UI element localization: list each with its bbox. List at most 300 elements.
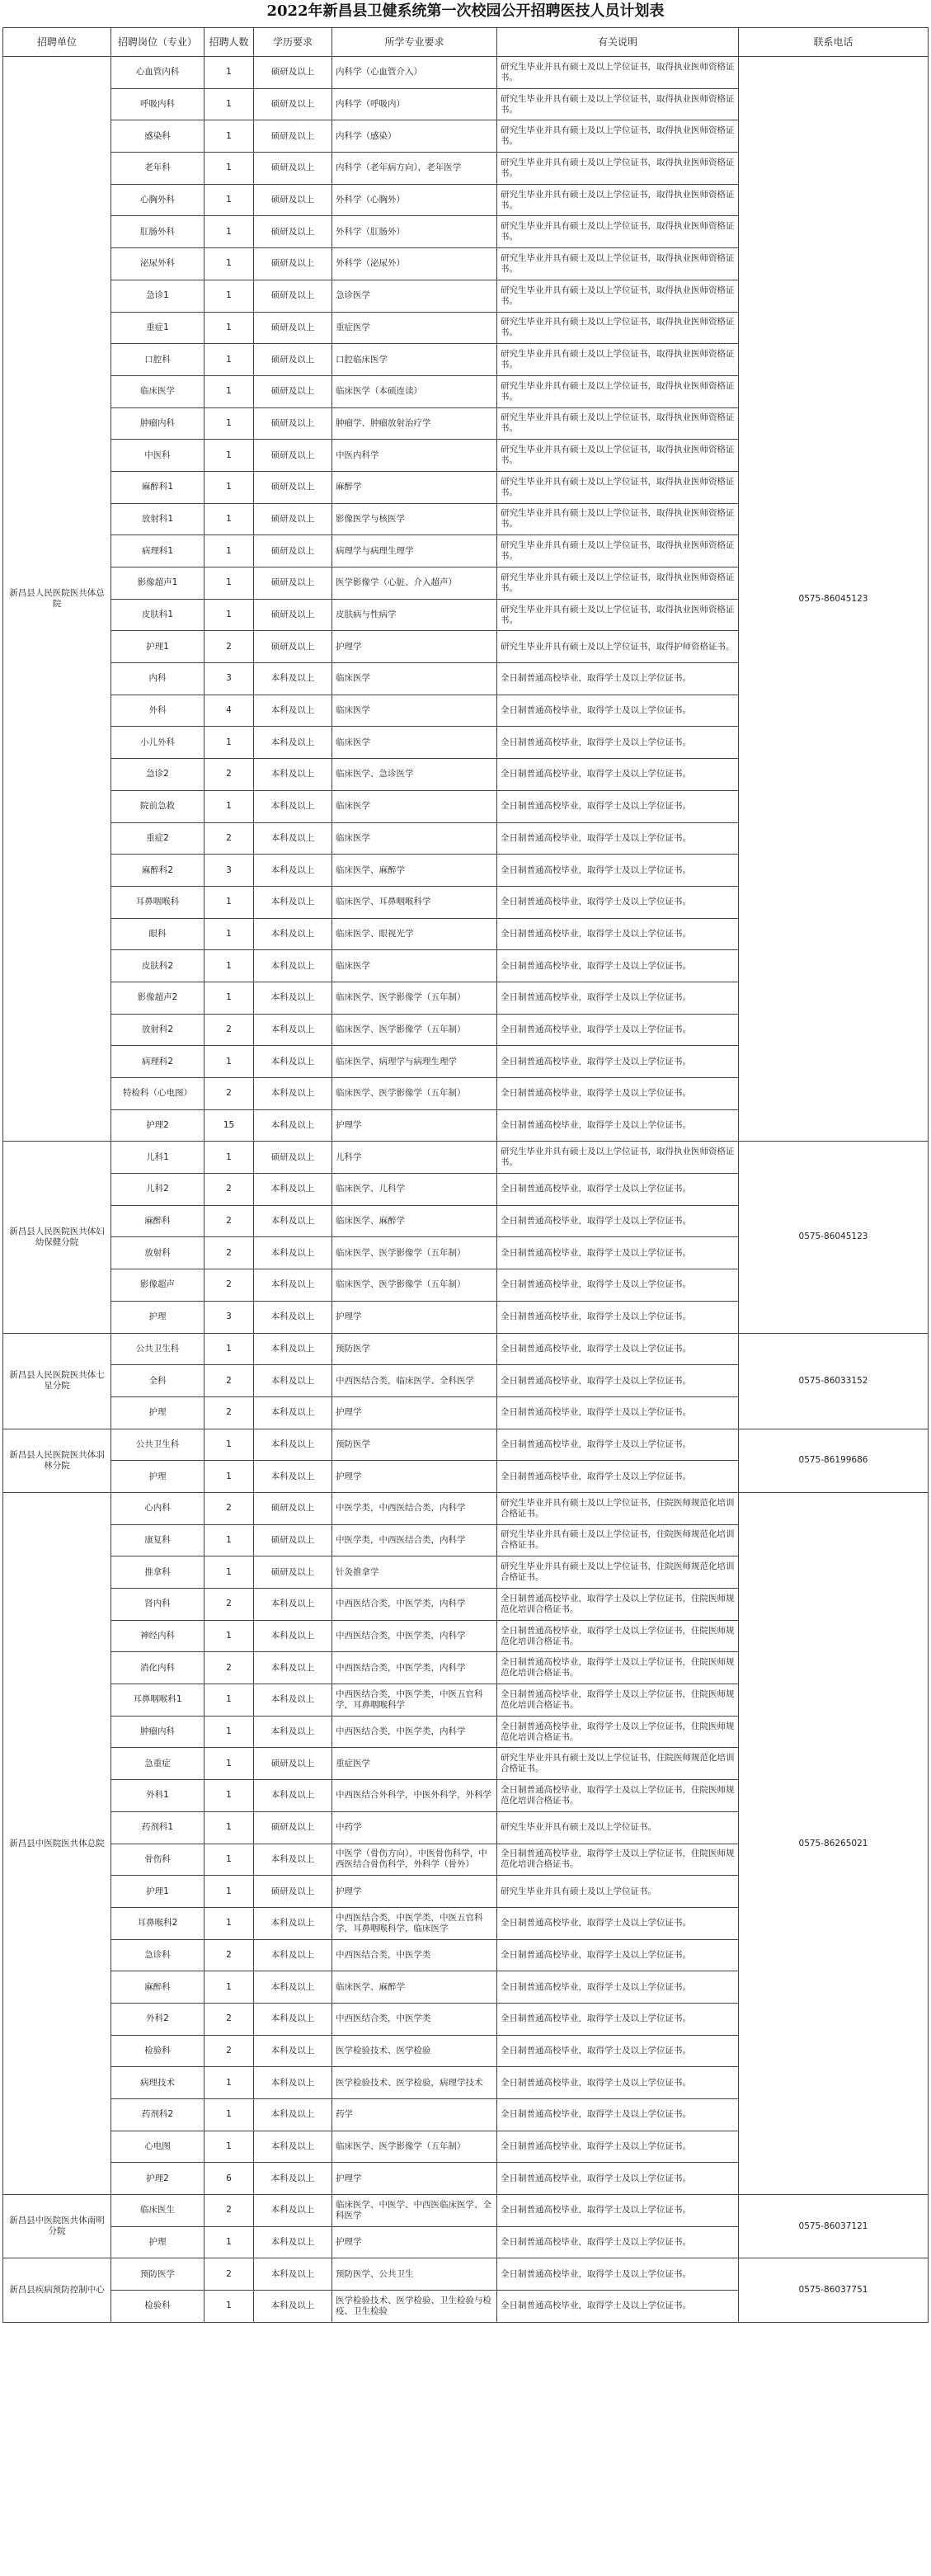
post-cell: 外科1 — [111, 1780, 205, 1812]
education-cell: 硕研及以上 — [254, 440, 332, 472]
post-cell: 神经内科 — [111, 1620, 205, 1652]
education-cell: 硕研及以上 — [254, 88, 332, 120]
major-cell: 中西医结合类，中医学类，内科学 — [332, 1620, 497, 1652]
unit-cell: 新昌县中医院医共体总院 — [3, 1492, 111, 2194]
count-cell: 1 — [205, 312, 254, 344]
education-cell: 硕研及以上 — [254, 1492, 332, 1524]
post-cell: 肿瘤内科 — [111, 1716, 205, 1748]
notes-cell: 全日制普通高校毕业，取得学士及以上学位证书。 — [497, 1301, 739, 1333]
education-cell: 硕研及以上 — [254, 1876, 332, 1908]
post-cell: 病理科2 — [111, 1046, 205, 1078]
post-cell: 临床医生 — [111, 2195, 205, 2227]
notes-cell: 研究生毕业并具有硕士及以上学位证书。 — [497, 1876, 739, 1908]
notes-cell: 全日制普通高校毕业，取得学士及以上学位证书。 — [497, 1429, 739, 1461]
phone-cell: 0575-86037751 — [739, 2258, 929, 2322]
major-cell: 中药学 — [332, 1811, 497, 1844]
count-cell: 1 — [205, 2131, 254, 2163]
count-cell: 1 — [205, 2291, 254, 2323]
education-cell: 本科及以上 — [254, 2035, 332, 2067]
education-cell: 本科及以上 — [254, 2099, 332, 2131]
count-cell: 1 — [205, 407, 254, 440]
post-cell: 内科 — [111, 663, 205, 695]
post-cell: 心血管内科 — [111, 57, 205, 89]
notes-cell: 全日制普通高校毕业，取得学士及以上学位证书。 — [497, 1396, 739, 1429]
major-cell: 临床医学、麻醉学 — [332, 1971, 497, 2004]
major-cell: 临床医学、急诊医学 — [332, 759, 497, 791]
count-cell: 2 — [205, 1939, 254, 1971]
major-cell: 临床医学、医学影像学（五年制） — [332, 2131, 497, 2163]
count-cell: 1 — [205, 1524, 254, 1556]
major-cell: 中西医结合类，中医学类 — [332, 1939, 497, 1971]
major-cell: 中医学类，中西医结合类，内科学 — [332, 1492, 497, 1524]
notes-cell: 全日制普通高校毕业，取得学士及以上学位证书。 — [497, 1269, 739, 1302]
education-cell: 本科及以上 — [254, 1907, 332, 1939]
education-cell: 本科及以上 — [254, 790, 332, 822]
post-cell: 药剂科1 — [111, 1811, 205, 1844]
count-cell: 1 — [205, 1556, 254, 1589]
notes-cell: 研究生毕业并具有硕士及以上学位证书，取得执业医师资格证书。 — [497, 153, 739, 185]
education-cell: 硕研及以上 — [254, 248, 332, 280]
notes-cell: 研究生毕业并具有硕士及以上学位证书，取得执业医师资格证书。 — [497, 312, 739, 344]
count-cell: 1 — [205, 375, 254, 407]
major-cell: 临床医学 — [332, 727, 497, 759]
major-cell: 临床医学、医学影像学（五年制） — [332, 1237, 497, 1269]
count-cell: 1 — [205, 886, 254, 918]
count-cell: 15 — [205, 1109, 254, 1142]
education-cell: 硕研及以上 — [254, 1748, 332, 1780]
education-cell: 硕研及以上 — [254, 216, 332, 248]
count-cell: 2 — [205, 2195, 254, 2227]
count-cell: 1 — [205, 280, 254, 312]
post-cell: 骨伤科 — [111, 1844, 205, 1876]
post-cell: 推拿科 — [111, 1556, 205, 1589]
notes-cell: 全日制普通高校毕业，取得学士及以上学位证书。 — [497, 918, 739, 950]
notes-cell: 全日制普通高校毕业，取得学士及以上学位证书，住院医师规范化培训合格证书。 — [497, 1620, 739, 1652]
education-cell: 硕研及以上 — [254, 312, 332, 344]
post-cell: 泌尿外科 — [111, 248, 205, 280]
post-cell: 感染科 — [111, 120, 205, 153]
count-cell: 1 — [205, 1684, 254, 1717]
major-cell: 中西医结合类，中医学类，内科学 — [332, 1589, 497, 1621]
notes-cell: 全日制普通高校毕业，取得学士及以上学位证书。 — [497, 2195, 739, 2227]
education-cell: 硕研及以上 — [254, 567, 332, 600]
notes-cell: 研究生毕业并具有硕士及以上学位证书，取得执业医师资格证书。 — [497, 440, 739, 472]
major-cell: 临床医学、眼视光学 — [332, 918, 497, 950]
education-cell: 硕研及以上 — [254, 153, 332, 185]
count-cell: 2 — [205, 2003, 254, 2035]
education-cell: 本科及以上 — [254, 1174, 332, 1206]
major-cell: 临床医学、中医学、中西医临床医学、全科医学 — [332, 2195, 497, 2227]
education-cell: 本科及以上 — [254, 1365, 332, 1397]
count-cell: 2 — [205, 1014, 254, 1046]
count-cell: 1 — [205, 440, 254, 472]
major-cell: 护理学 — [332, 1301, 497, 1333]
major-cell: 临床医学、医学影像学（五年制） — [332, 1078, 497, 1110]
notes-cell: 全日制普通高校毕业，取得学士及以上学位证书。 — [497, 886, 739, 918]
post-cell: 病理技术 — [111, 2067, 205, 2099]
post-cell: 皮肤科2 — [111, 950, 205, 982]
notes-cell: 全日制普通高校毕业，取得学士及以上学位证书。 — [497, 759, 739, 791]
post-cell: 检验科 — [111, 2291, 205, 2323]
count-cell: 2 — [205, 1269, 254, 1302]
count-cell: 2 — [205, 759, 254, 791]
count-cell: 1 — [205, 982, 254, 1014]
major-cell: 外科学（泌尿外） — [332, 248, 497, 280]
unit-cell: 新昌县人民医院医共体羽林分院 — [3, 1429, 111, 1492]
post-cell: 公共卫生科 — [111, 1333, 205, 1365]
education-cell: 本科及以上 — [254, 2195, 332, 2227]
major-cell: 皮肤病与性病学 — [332, 599, 497, 631]
notes-cell: 全日制普通高校毕业，取得学士及以上学位证书。 — [497, 1237, 739, 1269]
education-cell: 硕研及以上 — [254, 344, 332, 376]
education-cell: 本科及以上 — [254, 1971, 332, 2004]
unit-cell: 新昌县人民医院医共体七星分院 — [3, 1333, 111, 1429]
post-cell: 影像超声2 — [111, 982, 205, 1014]
count-cell: 1 — [205, 950, 254, 982]
major-cell: 预防医学 — [332, 1333, 497, 1365]
post-cell: 影像超声1 — [111, 567, 205, 600]
unit-cell: 新昌县中医院医共体南明分院 — [3, 2195, 111, 2258]
table-row — [3, 1142, 929, 1174]
count-cell: 1 — [205, 1142, 254, 1174]
notes-cell: 全日制普通高校毕业，取得学士及以上学位证书。 — [497, 1014, 739, 1046]
count-cell: 2 — [205, 1237, 254, 1269]
education-cell: 本科及以上 — [254, 1014, 332, 1046]
major-cell: 急诊医学 — [332, 280, 497, 312]
notes-cell: 全日制普通高校毕业，取得学士及以上学位证书，住院医师规范化培训合格证书。 — [497, 1844, 739, 1876]
education-cell: 本科及以上 — [254, 886, 332, 918]
post-cell: 老年科 — [111, 153, 205, 185]
count-cell: 1 — [205, 1716, 254, 1748]
education-cell: 硕研及以上 — [254, 1811, 332, 1844]
post-cell: 放射科 — [111, 1237, 205, 1269]
count-cell: 2 — [205, 1078, 254, 1110]
major-cell: 内科学（心血管介入） — [332, 57, 497, 89]
education-cell: 本科及以上 — [254, 918, 332, 950]
education-cell: 本科及以上 — [254, 1237, 332, 1269]
count-cell: 1 — [205, 216, 254, 248]
education-cell: 本科及以上 — [254, 2163, 332, 2195]
post-cell: 肛肠外科 — [111, 216, 205, 248]
notes-cell: 全日制普通高校毕业，取得学士及以上学位证书。 — [497, 2291, 739, 2323]
notes-cell: 全日制普通高校毕业，取得学士及以上学位证书。 — [497, 695, 739, 727]
major-cell: 护理学 — [332, 1396, 497, 1429]
notes-cell: 研究生毕业并具有硕士及以上学位证书，取得执业医师资格证书。 — [497, 375, 739, 407]
count-cell: 1 — [205, 471, 254, 503]
notes-cell: 研究生毕业并具有硕士及以上学位证书，取得执业医师资格证书。 — [497, 184, 739, 216]
count-cell: 1 — [205, 1748, 254, 1780]
major-cell: 中西医结合类，中医学类，内科学 — [332, 1716, 497, 1748]
education-cell: 硕研及以上 — [254, 407, 332, 440]
major-cell: 护理学 — [332, 2226, 497, 2258]
notes-cell: 全日制普通高校毕业，取得学士及以上学位证书，住院医师规范化培训合格证书。 — [497, 1652, 739, 1684]
major-cell: 临床医学 — [332, 822, 497, 855]
post-cell: 全科 — [111, 1365, 205, 1397]
header-phone: 联系电话 — [739, 28, 929, 57]
education-cell: 硕研及以上 — [254, 1524, 332, 1556]
notes-cell: 全日制普通高校毕业，取得学士及以上学位证书。 — [497, 1205, 739, 1237]
notes-cell: 研究生毕业并具有硕士及以上学位证书，取得护师资格证书。 — [497, 631, 739, 663]
major-cell: 医学检验技术、医学检验、卫生检验与检疫、卫生检验 — [332, 2291, 497, 2323]
major-cell: 临床医学、耳鼻咽喉科学 — [332, 886, 497, 918]
notes-cell: 研究生毕业并具有硕士及以上学位证书，取得执业医师资格证书。 — [497, 120, 739, 153]
count-cell: 1 — [205, 1046, 254, 1078]
notes-cell: 全日制普通高校毕业，取得学士及以上学位证书。 — [497, 1046, 739, 1078]
count-cell: 1 — [205, 248, 254, 280]
notes-cell: 全日制普通高校毕业，取得学士及以上学位证书。 — [497, 2067, 739, 2099]
major-cell: 外科学（肛肠外） — [332, 216, 497, 248]
notes-cell: 研究生毕业并具有硕士及以上学位证书，取得执业医师资格证书。 — [497, 535, 739, 567]
education-cell: 本科及以上 — [254, 1844, 332, 1876]
notes-cell: 研究生毕业并具有硕士及以上学位证书，取得执业医师资格证书。 — [497, 88, 739, 120]
header-count: 招聘人数 — [205, 28, 254, 57]
education-cell: 本科及以上 — [254, 2258, 332, 2291]
major-cell: 中西医结合类，中医学类，中医五官科学，耳鼻咽喉科学，临床医学 — [332, 1907, 497, 1939]
phone-cell: 0575-86033152 — [739, 1333, 929, 1429]
major-cell: 重症医学 — [332, 1748, 497, 1780]
major-cell: 临床医学、麻醉学 — [332, 1205, 497, 1237]
major-cell: 临床医学、麻醉学 — [332, 855, 497, 887]
education-cell: 硕研及以上 — [254, 57, 332, 89]
notes-cell: 研究生毕业并具有硕士及以上学位证书，取得执业医师资格证书。 — [497, 280, 739, 312]
notes-cell: 全日制普通高校毕业，取得学士及以上学位证书。 — [497, 1971, 739, 2004]
count-cell: 3 — [205, 855, 254, 887]
post-cell: 特检科（心电图） — [111, 1078, 205, 1110]
table-row — [3, 2258, 929, 2291]
education-cell: 本科及以上 — [254, 663, 332, 695]
post-cell: 重症1 — [111, 312, 205, 344]
notes-cell: 研究生毕业并具有硕士及以上学位证书，取得执业医师资格证书。 — [497, 248, 739, 280]
education-cell: 硕研及以上 — [254, 471, 332, 503]
notes-cell: 全日制普通高校毕业，取得学士及以上学位证书。 — [497, 1109, 739, 1142]
major-cell: 影像医学与核医学 — [332, 503, 497, 535]
education-cell: 本科及以上 — [254, 1429, 332, 1461]
major-cell: 临床医学、医学影像学（五年制） — [332, 1269, 497, 1302]
education-cell: 本科及以上 — [254, 1078, 332, 1110]
education-cell: 本科及以上 — [254, 1652, 332, 1684]
education-cell: 本科及以上 — [254, 822, 332, 855]
education-cell: 本科及以上 — [254, 1333, 332, 1365]
education-cell: 本科及以上 — [254, 1046, 332, 1078]
count-cell: 2 — [205, 1589, 254, 1621]
table-row — [3, 1429, 929, 1461]
count-cell: 2 — [205, 1365, 254, 1397]
count-cell: 1 — [205, 727, 254, 759]
education-cell: 本科及以上 — [254, 1780, 332, 1812]
education-cell: 本科及以上 — [254, 1109, 332, 1142]
phone-cell: 0575-86265021 — [739, 1492, 929, 2194]
notes-cell: 全日制普通高校毕业，取得学士及以上学位证书。 — [497, 663, 739, 695]
post-cell: 急重症 — [111, 1748, 205, 1780]
post-cell: 心胸外科 — [111, 184, 205, 216]
major-cell: 内科学（感染） — [332, 120, 497, 153]
notes-cell: 全日制普通高校毕业，取得学士及以上学位证书。 — [497, 855, 739, 887]
notes-cell: 研究生毕业并具有硕士及以上学位证书。 — [497, 1811, 739, 1844]
major-cell: 临床医学、儿科学 — [332, 1174, 497, 1206]
post-cell: 病理科1 — [111, 535, 205, 567]
count-cell: 6 — [205, 2163, 254, 2195]
table-body — [3, 57, 929, 2323]
major-cell: 中医内科学 — [332, 440, 497, 472]
post-cell: 影像超声 — [111, 1269, 205, 1302]
education-cell: 本科及以上 — [254, 1301, 332, 1333]
post-cell: 外科 — [111, 695, 205, 727]
notes-cell: 全日制普通高校毕业，取得学士及以上学位证书。 — [497, 790, 739, 822]
post-cell: 急诊2 — [111, 759, 205, 791]
post-cell: 小儿外科 — [111, 727, 205, 759]
education-cell: 硕研及以上 — [254, 535, 332, 567]
count-cell: 1 — [205, 2067, 254, 2099]
major-cell: 临床医学 — [332, 695, 497, 727]
phone-cell: 0575-86199686 — [739, 1429, 929, 1492]
count-cell: 1 — [205, 503, 254, 535]
count-cell: 1 — [205, 1844, 254, 1876]
count-cell: 1 — [205, 567, 254, 600]
major-cell: 医学检验技术、医学检验，病理学技术 — [332, 2067, 497, 2099]
table-row — [3, 2195, 929, 2227]
count-cell: 2 — [205, 2258, 254, 2291]
post-cell: 检验科 — [111, 2035, 205, 2067]
count-cell: 1 — [205, 344, 254, 376]
notes-cell: 研究生毕业并具有硕士及以上学位证书，取得执业医师资格证书。 — [497, 503, 739, 535]
education-cell: 本科及以上 — [254, 982, 332, 1014]
major-cell: 肿瘤学、肿瘤放射治疗学 — [332, 407, 497, 440]
education-cell: 本科及以上 — [254, 855, 332, 887]
education-cell: 本科及以上 — [254, 2131, 332, 2163]
education-cell: 本科及以上 — [254, 2067, 332, 2099]
major-cell: 病理学与病理生理学 — [332, 535, 497, 567]
notes-cell: 研究生毕业并具有硕士及以上学位证书，住院医师规范化培训合格证书。 — [497, 1748, 739, 1780]
education-cell: 本科及以上 — [254, 1396, 332, 1429]
notes-cell: 全日制普通高校毕业，取得学士及以上学位证书。 — [497, 1461, 739, 1493]
major-cell: 儿科学 — [332, 1142, 497, 1174]
education-cell: 本科及以上 — [254, 2291, 332, 2323]
notes-cell: 研究生毕业并具有硕士及以上学位证书，住院医师规范化培训合格证书。 — [497, 1492, 739, 1524]
notes-cell: 全日制普通高校毕业，取得学士及以上学位证书，住院医师规范化培训合格证书。 — [497, 1780, 739, 1812]
major-cell: 内科学（老年病方向），老年医学 — [332, 153, 497, 185]
count-cell: 1 — [205, 184, 254, 216]
major-cell: 预防医学 — [332, 1429, 497, 1461]
post-cell: 儿科2 — [111, 1174, 205, 1206]
post-cell: 急诊科 — [111, 1939, 205, 1971]
unit-cell: 新昌县人民医院医共体妇幼保健分院 — [3, 1142, 111, 1333]
major-cell: 中西医结合类，中医学类，内科学 — [332, 1652, 497, 1684]
education-cell: 硕研及以上 — [254, 599, 332, 631]
major-cell: 预防医学、公共卫生 — [332, 2258, 497, 2291]
education-cell: 本科及以上 — [254, 2226, 332, 2258]
table-header-row — [3, 28, 929, 57]
post-cell: 护理2 — [111, 1109, 205, 1142]
education-cell: 本科及以上 — [254, 1716, 332, 1748]
page-title: 2022年新昌县卫健系统第一次校园公开招聘医技人员计划表 — [266, 2, 665, 20]
count-cell: 1 — [205, 599, 254, 631]
education-cell: 本科及以上 — [254, 1620, 332, 1652]
notes-cell: 全日制普通高校毕业，取得学士及以上学位证书。 — [497, 1939, 739, 1971]
post-cell: 皮肤科1 — [111, 599, 205, 631]
post-cell: 麻醉科 — [111, 1971, 205, 2004]
post-cell: 麻醉科2 — [111, 855, 205, 887]
major-cell: 中医学（骨伤方向），中医骨伤科学，中西医结合骨伤科学，外科学（骨外） — [332, 1844, 497, 1876]
post-cell: 护理 — [111, 1301, 205, 1333]
education-cell: 本科及以上 — [254, 1939, 332, 1971]
count-cell: 1 — [205, 153, 254, 185]
notes-cell: 全日制普通高校毕业，取得学士及以上学位证书。 — [497, 1078, 739, 1110]
count-cell: 1 — [205, 1907, 254, 1939]
education-cell: 本科及以上 — [254, 1205, 332, 1237]
count-cell: 1 — [205, 1461, 254, 1493]
major-cell: 护理学 — [332, 1109, 497, 1142]
notes-cell: 全日制普通高校毕业，取得学士及以上学位证书。 — [497, 1333, 739, 1365]
notes-cell: 全日制普通高校毕业，取得学士及以上学位证书。 — [497, 727, 739, 759]
major-cell: 护理学 — [332, 1461, 497, 1493]
notes-cell: 研究生毕业并具有硕士及以上学位证书，取得执业医师资格证书。 — [497, 1142, 739, 1174]
count-cell: 4 — [205, 695, 254, 727]
post-cell: 康复科 — [111, 1524, 205, 1556]
major-cell: 临床医学 — [332, 790, 497, 822]
count-cell: 1 — [205, 1811, 254, 1844]
table-row — [3, 1492, 929, 1524]
post-cell: 护理2 — [111, 2163, 205, 2195]
phone-cell: 0575-86045123 — [739, 1142, 929, 1333]
notes-cell: 全日制普通高校毕业，取得学士及以上学位证书，住院医师规范化培训合格证书。 — [497, 1589, 739, 1621]
notes-cell: 研究生毕业并具有硕士及以上学位证书，取得执业医师资格证书。 — [497, 567, 739, 600]
major-cell: 中西医结合类，临床医学、全科医学 — [332, 1365, 497, 1397]
post-cell: 心内科 — [111, 1492, 205, 1524]
post-cell: 护理1 — [111, 631, 205, 663]
post-cell: 急诊1 — [111, 280, 205, 312]
header-major: 所学专业要求 — [332, 28, 497, 57]
post-cell: 护理 — [111, 2226, 205, 2258]
count-cell: 1 — [205, 1429, 254, 1461]
major-cell: 临床医学（本硕连读） — [332, 375, 497, 407]
notes-cell: 全日制普通高校毕业，取得学士及以上学位证书。 — [497, 2258, 739, 2291]
table-row — [3, 1333, 929, 1365]
notes-cell: 全日制普通高校毕业，取得学士及以上学位证书。 — [497, 982, 739, 1014]
notes-cell: 研究生毕业并具有硕士及以上学位证书，取得执业医师资格证书。 — [497, 599, 739, 631]
education-cell: 本科及以上 — [254, 1589, 332, 1621]
post-cell: 护理1 — [111, 1876, 205, 1908]
notes-cell: 全日制普通高校毕业，取得学士及以上学位证书。 — [497, 1907, 739, 1939]
notes-cell: 全日制普通高校毕业，取得学士及以上学位证书。 — [497, 2163, 739, 2195]
education-cell: 本科及以上 — [254, 727, 332, 759]
count-cell: 2 — [205, 1174, 254, 1206]
major-cell: 内科学（呼吸内） — [332, 88, 497, 120]
count-cell: 3 — [205, 1301, 254, 1333]
post-cell: 放射科2 — [111, 1014, 205, 1046]
education-cell: 本科及以上 — [254, 1269, 332, 1302]
notes-cell: 全日制普通高校毕业，取得学士及以上学位证书。 — [497, 2131, 739, 2163]
count-cell: 2 — [205, 1652, 254, 1684]
count-cell: 2 — [205, 822, 254, 855]
post-cell: 心电图 — [111, 2131, 205, 2163]
table-row — [3, 57, 929, 89]
notes-cell: 全日制普通高校毕业，取得学士及以上学位证书，住院医师规范化培训合格证书。 — [497, 1684, 739, 1717]
post-cell: 耳鼻喉科2 — [111, 1907, 205, 1939]
major-cell: 中西医结合外科学，中医外科学，外科学 — [332, 1780, 497, 1812]
header-education: 学历要求 — [254, 28, 332, 57]
major-cell: 临床医学、病理学与病理生理学 — [332, 1046, 497, 1078]
major-cell: 护理学 — [332, 1876, 497, 1908]
post-cell: 护理 — [111, 1396, 205, 1429]
notes-cell: 研究生毕业并具有硕士及以上学位证书，取得执业医师资格证书。 — [497, 407, 739, 440]
count-cell: 1 — [205, 790, 254, 822]
major-cell: 医学检验技术、医学检验 — [332, 2035, 497, 2067]
notes-cell: 研究生毕业并具有硕士及以上学位证书，住院医师规范化培训合格证书。 — [497, 1524, 739, 1556]
post-cell: 麻醉科 — [111, 1205, 205, 1237]
major-cell: 中医学类，中西医结合类，内科学 — [332, 1524, 497, 1556]
notes-cell: 研究生毕业并具有硕士及以上学位证书，取得执业医师资格证书。 — [497, 57, 739, 89]
major-cell: 口腔临床医学 — [332, 344, 497, 376]
